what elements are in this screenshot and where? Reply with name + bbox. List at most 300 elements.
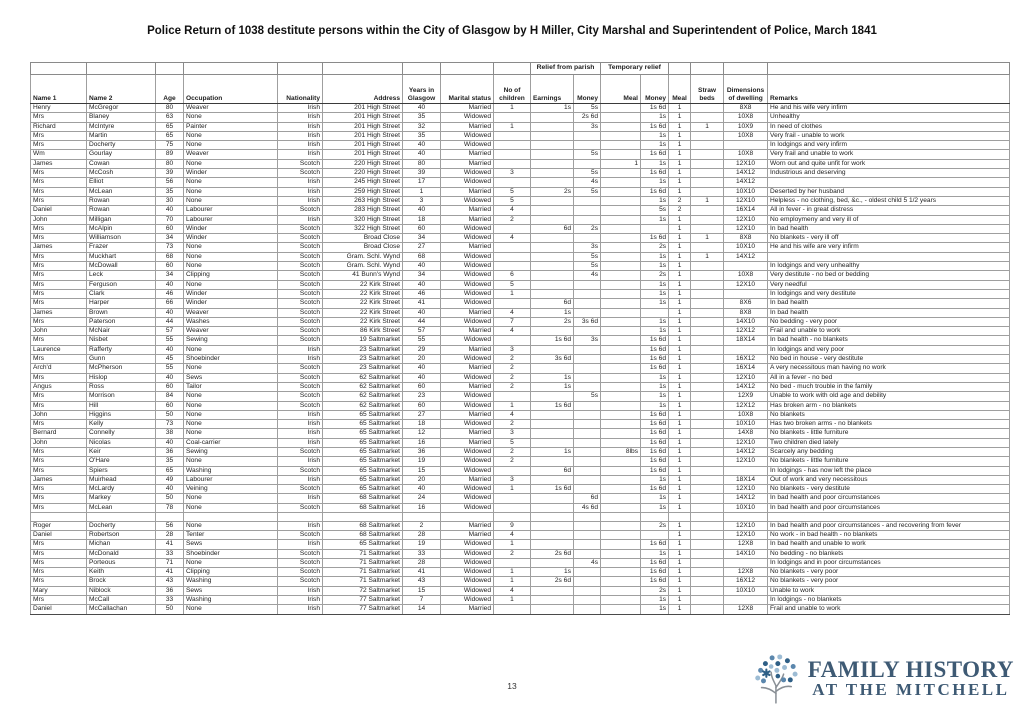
cell-earnings xyxy=(531,131,574,140)
cell-name2: O'Hare xyxy=(87,457,156,466)
cell-name2: Leck xyxy=(87,271,156,280)
cell-marital-status: Widowed xyxy=(441,447,494,456)
cell-money-temporary: 1s xyxy=(641,401,669,410)
cell-money-parish xyxy=(574,355,601,364)
cell-money-parish: 2s xyxy=(574,224,601,233)
cell-name2: Gourlay xyxy=(87,150,156,159)
cell-nationality: Scotch xyxy=(278,159,323,168)
cell-age: 60 xyxy=(156,262,184,271)
table-row xyxy=(31,196,1010,205)
cell-nationality: Irish xyxy=(278,586,323,595)
cell-name1: Mrs xyxy=(31,596,87,605)
cell-marital-status: Married xyxy=(441,345,494,354)
col-header-money-parish: Money xyxy=(574,75,601,104)
cell-name2: Elliot xyxy=(87,178,156,187)
cell-name1: Mrs xyxy=(31,401,87,410)
cell-nationality: Irish xyxy=(278,429,323,438)
group-header-spacer xyxy=(278,63,323,75)
cell-name1: John xyxy=(31,438,87,447)
cell-money-parish xyxy=(574,234,601,243)
cell-money-temporary: 1s xyxy=(641,280,669,289)
cell-earnings: 1s xyxy=(531,382,574,391)
cell-dimensions-of-dwelling: 10X8 xyxy=(724,410,768,419)
table-row xyxy=(31,122,1010,131)
cell-name2: Martin xyxy=(87,131,156,140)
cell-marital-status: Widowed xyxy=(441,596,494,605)
cell-age: 40 xyxy=(156,485,184,494)
cell-address: 201 High Street xyxy=(323,113,403,122)
cell-straw-beds xyxy=(691,466,724,475)
cell-years-in-glasgow: 20 xyxy=(403,355,441,364)
cell-occupation: Washing xyxy=(184,466,278,475)
destitute-persons-table xyxy=(30,62,1010,615)
cell-meal-temporary: 8lbs xyxy=(601,447,641,456)
cell-dimensions-of-dwelling: 10X10 xyxy=(724,420,768,429)
table-row xyxy=(31,252,1010,261)
cell-meal-temporary xyxy=(601,234,641,243)
cell-money-parish: 5s xyxy=(574,187,601,196)
cell-nationality: Irish xyxy=(278,521,323,530)
cell-remarks: No blankets - very poor xyxy=(768,577,1010,586)
cell-age: 36 xyxy=(156,447,184,456)
cell-remarks: No blankets - very poor xyxy=(768,568,1010,577)
table-row xyxy=(31,234,1010,243)
cell-address: 65 Saltmarket xyxy=(323,475,403,484)
table-row xyxy=(31,401,1010,410)
cell-remarks: Unable to work xyxy=(768,586,1010,595)
cell-address: 23 Saltmarket xyxy=(323,345,403,354)
cell-earnings xyxy=(531,234,574,243)
cell-meal-temporary xyxy=(601,410,641,419)
table-row xyxy=(31,178,1010,187)
cell-age: 40 xyxy=(156,308,184,317)
cell-straw-beds xyxy=(691,596,724,605)
cell-name1: Arch'd xyxy=(31,364,87,373)
cell-address: 23 Saltmarket xyxy=(323,364,403,373)
cell-money-temporary: 1s xyxy=(641,549,669,558)
cell-years-in-glasgow: 14 xyxy=(403,605,441,614)
col-header-occupation: Occupation xyxy=(184,75,278,104)
cell-earnings: 2s xyxy=(531,187,574,196)
cell-remarks: In bad health xyxy=(768,308,1010,317)
cell-marital-status: Married xyxy=(441,308,494,317)
cell-dimensions-of-dwelling: 12X12 xyxy=(724,401,768,410)
cell-nationality: Scotch xyxy=(278,299,323,308)
cell-money-temporary: 1s 6d xyxy=(641,410,669,419)
cell-address: 245 High Street xyxy=(323,178,403,187)
cell-money-parish xyxy=(574,280,601,289)
cell-straw-beds xyxy=(691,521,724,530)
cell-remarks: Very needful xyxy=(768,280,1010,289)
cell-years-in-glasgow: 15 xyxy=(403,466,441,475)
cell-marital-status: Widowed xyxy=(441,141,494,150)
cell-earnings xyxy=(531,513,574,522)
cell-remarks: Two children died lately xyxy=(768,438,1010,447)
cell-earnings: 1s 6d xyxy=(531,401,574,410)
cell-name2: Markey xyxy=(87,494,156,503)
cell-marital-status: Married xyxy=(441,206,494,215)
cell-marital-status: Widowed xyxy=(441,299,494,308)
cell-money-parish xyxy=(574,196,601,205)
cell-earnings: 3s 6d xyxy=(531,355,574,364)
cell-meal-temporary xyxy=(601,596,641,605)
cell-meal-temporary xyxy=(601,577,641,586)
cell-name1: Mrs xyxy=(31,262,87,271)
cell-marital-status: Married xyxy=(441,429,494,438)
cell-no-of-children: 2 xyxy=(494,457,531,466)
cell-name2: Hislop xyxy=(87,373,156,382)
cell-dimensions-of-dwelling: 12X8 xyxy=(724,540,768,549)
table-row xyxy=(31,159,1010,168)
group-header-spacer xyxy=(441,63,494,75)
cell-occupation: Winder xyxy=(184,289,278,298)
cell-occupation: Weaver xyxy=(184,308,278,317)
cell-nationality: Irish xyxy=(278,494,323,503)
cell-address: 62 Saltmarket xyxy=(323,401,403,410)
cell-name1: John xyxy=(31,215,87,224)
col-header-dimensions-of-dwelling: Dimensions of dwelling xyxy=(724,75,768,104)
cell-money-temporary: 1s 6d xyxy=(641,150,669,159)
cell-money-temporary: 1s xyxy=(641,178,669,187)
group-header-relief-from-parish: Relief from parish xyxy=(531,63,601,75)
cell-earnings xyxy=(531,438,574,447)
cell-straw-beds xyxy=(691,206,724,215)
cell-nationality: Irish xyxy=(278,113,323,122)
cell-straw-beds xyxy=(691,577,724,586)
cell-years-in-glasgow: 40 xyxy=(403,373,441,382)
cell-nationality: Scotch xyxy=(278,530,323,539)
cell-years-in-glasgow: 39 xyxy=(403,169,441,178)
table-row xyxy=(31,262,1010,271)
table-row xyxy=(31,466,1010,475)
cell-marital-status: Married xyxy=(441,187,494,196)
cell-occupation: None xyxy=(184,280,278,289)
cell-remarks: All in a fever - no bed xyxy=(768,373,1010,382)
cell-straw-beds xyxy=(691,392,724,401)
table-row xyxy=(31,280,1010,289)
cell-years-in-glasgow: 28 xyxy=(403,558,441,567)
cell-remarks: In bad health xyxy=(768,224,1010,233)
table-row xyxy=(31,475,1010,484)
cell-earnings xyxy=(531,206,574,215)
cell-earnings: 2s 6d xyxy=(531,577,574,586)
cell-nationality: Irish xyxy=(278,131,323,140)
cell-age: 60 xyxy=(156,224,184,233)
cell-earnings xyxy=(531,494,574,503)
cell-meal-temporary xyxy=(601,521,641,530)
cell-marital-status: Widowed xyxy=(441,401,494,410)
cell-name2: Michan xyxy=(87,540,156,549)
cell-meal-temporary xyxy=(601,558,641,567)
cell-name2: Ross xyxy=(87,382,156,391)
cell-remarks: Helpless - no clothing, bed, &c., - oldest child 5 1/2 years xyxy=(768,196,1010,205)
cell-earnings: 2s 6d xyxy=(531,549,574,558)
cell-meal-temporary xyxy=(601,513,641,522)
cell-straw-beds xyxy=(691,243,724,252)
cell-age: 39 xyxy=(156,169,184,178)
cell-earnings xyxy=(531,345,574,354)
cell-address: 65 Saltmarket xyxy=(323,540,403,549)
cell-age: 73 xyxy=(156,243,184,252)
cell-dimensions-of-dwelling: 12X10 xyxy=(724,196,768,205)
cell-money-temporary: 1s xyxy=(641,196,669,205)
cell-occupation: Labourer xyxy=(184,215,278,224)
cell-address: 65 Saltmarket xyxy=(323,420,403,429)
cell-marital-status: Married xyxy=(441,104,494,113)
cell-meal-temporary xyxy=(601,530,641,539)
cell-straw-beds xyxy=(691,289,724,298)
cell-name2: McLardy xyxy=(87,485,156,494)
table-row xyxy=(31,345,1010,354)
group-header-temporary-relief: Temporary relief xyxy=(601,63,669,75)
cell-nationality: Irish xyxy=(278,355,323,364)
cell-name1: Bernard xyxy=(31,429,87,438)
cell-marital-status: Married xyxy=(441,215,494,224)
cell-age: 35 xyxy=(156,187,184,196)
cell-meal-temporary xyxy=(601,169,641,178)
cell-remarks: No blankets - very destitute xyxy=(768,485,1010,494)
cell-years-in-glasgow: 46 xyxy=(403,289,441,298)
cell-no-of-children xyxy=(494,503,531,512)
cell-years-in-glasgow: 3 xyxy=(403,196,441,205)
cell-no-of-children: 4 xyxy=(494,410,531,419)
cell-money-temporary: 2s xyxy=(641,271,669,280)
cell-straw-beds xyxy=(691,141,724,150)
cell-money-temporary: 1s 6d xyxy=(641,234,669,243)
cell-nationality: Irish xyxy=(278,187,323,196)
cell-dimensions-of-dwelling xyxy=(724,558,768,567)
cell-straw-beds xyxy=(691,549,724,558)
cell-name2: Nicolas xyxy=(87,438,156,447)
cell-meal: 1 xyxy=(669,382,691,391)
cell-dimensions-of-dwelling: 18X14 xyxy=(724,336,768,345)
cell-name1: Mrs xyxy=(31,494,87,503)
cell-dimensions-of-dwelling: 10X8 xyxy=(724,271,768,280)
cell-marital-status: Widowed xyxy=(441,178,494,187)
cell-name2: Keith xyxy=(87,568,156,577)
cell-nationality: Scotch xyxy=(278,373,323,382)
cell-earnings xyxy=(531,429,574,438)
cell-straw-beds xyxy=(691,438,724,447)
cell-money-temporary: 5s xyxy=(641,206,669,215)
cell-money-temporary: 1s 6d xyxy=(641,345,669,354)
cell-name2: McCallachan xyxy=(87,605,156,614)
cell-address: 71 Saltmarket xyxy=(323,568,403,577)
cell-earnings: 2s xyxy=(531,317,574,326)
cell-earnings xyxy=(531,475,574,484)
group-header-spacer xyxy=(494,63,531,75)
cell-straw-beds xyxy=(691,410,724,419)
cell-meal: 1 xyxy=(669,122,691,131)
group-header-spacer xyxy=(156,63,184,75)
cell-money-parish xyxy=(574,438,601,447)
cell-no-of-children: 1 xyxy=(494,596,531,605)
cell-money-temporary: 1s 6d xyxy=(641,122,669,131)
cell-dimensions-of-dwelling xyxy=(724,466,768,475)
cell-name2: Milligan xyxy=(87,215,156,224)
cell-name1: Mrs xyxy=(31,187,87,196)
cell-name1: Mrs xyxy=(31,271,87,280)
cell-name1: James xyxy=(31,243,87,252)
cell-dimensions-of-dwelling: 18X14 xyxy=(724,475,768,484)
cell-no-of-children: 4 xyxy=(494,234,531,243)
cell-meal-temporary xyxy=(601,252,641,261)
cell-no-of-children xyxy=(494,494,531,503)
cell-age: 56 xyxy=(156,521,184,530)
cell-money-parish: 4s xyxy=(574,178,601,187)
cell-years-in-glasgow: 80 xyxy=(403,159,441,168)
group-header-spacer xyxy=(724,63,768,75)
cell-no-of-children: 2 xyxy=(494,355,531,364)
cell-meal: 1 xyxy=(669,392,691,401)
cell-meal-temporary xyxy=(601,206,641,215)
cell-earnings xyxy=(531,586,574,595)
cell-remarks: No bedding - very poor xyxy=(768,317,1010,326)
cell-meal-temporary xyxy=(601,373,641,382)
cell-money-parish xyxy=(574,540,601,549)
cell-occupation: None xyxy=(184,243,278,252)
cell-dimensions-of-dwelling: 14X10 xyxy=(724,317,768,326)
cell-remarks: Unable to work with old age and debility xyxy=(768,392,1010,401)
cell-address: 62 Saltmarket xyxy=(323,392,403,401)
cell-years-in-glasgow: 2 xyxy=(403,521,441,530)
cell-meal: 1 xyxy=(669,224,691,233)
cell-name2: Niblock xyxy=(87,586,156,595)
cell-meal: 1 xyxy=(669,327,691,336)
table-header xyxy=(31,63,1010,104)
cell-address: 68 Saltmarket xyxy=(323,494,403,503)
cell-address xyxy=(323,513,403,522)
col-header-straw-beds: Straw beds xyxy=(691,75,724,104)
cell-meal: 1 xyxy=(669,187,691,196)
cell-occupation: Winder xyxy=(184,169,278,178)
cell-straw-beds xyxy=(691,150,724,159)
cell-address: 22 Kirk Street xyxy=(323,299,403,308)
cell-no-of-children xyxy=(494,466,531,475)
cell-no-of-children: 1 xyxy=(494,289,531,298)
cell-remarks: In bad health and poor circumstances - and recovering from fever xyxy=(768,521,1010,530)
cell-money-temporary: 1s 6d xyxy=(641,540,669,549)
cell-remarks: No blankets - little furniture xyxy=(768,457,1010,466)
cell-years-in-glasgow: 18 xyxy=(403,215,441,224)
cell-occupation: Sews xyxy=(184,373,278,382)
cell-occupation: Weaver xyxy=(184,150,278,159)
cell-address: 23 Saltmarket xyxy=(323,355,403,364)
cell-straw-beds: 1 xyxy=(691,122,724,131)
cell-marital-status: Widowed xyxy=(441,234,494,243)
cell-name2: McGregor xyxy=(87,104,156,113)
cell-straw-beds xyxy=(691,355,724,364)
cell-marital-status: Widowed xyxy=(441,558,494,567)
cell-name2: Morrison xyxy=(87,392,156,401)
cell-money-parish: 5s xyxy=(574,252,601,261)
cell-age: 49 xyxy=(156,475,184,484)
cell-remarks: He and his wife are very infirm xyxy=(768,243,1010,252)
cell-marital-status: Widowed xyxy=(441,485,494,494)
cell-marital-status: Widowed xyxy=(441,262,494,271)
cell-years-in-glasgow: 60 xyxy=(403,382,441,391)
cell-straw-beds xyxy=(691,503,724,512)
cell-straw-beds xyxy=(691,382,724,391)
cell-nationality: Irish xyxy=(278,540,323,549)
cell-address: 71 Saltmarket xyxy=(323,577,403,586)
cell-marital-status: Married xyxy=(441,243,494,252)
destitute-persons-table-wrap xyxy=(30,62,1009,615)
cell-earnings xyxy=(531,596,574,605)
cell-meal: 1 xyxy=(669,521,691,530)
cell-remarks: Scarcely any bedding xyxy=(768,447,1010,456)
cell-age: 71 xyxy=(156,558,184,567)
group-header-spacer xyxy=(768,63,1010,75)
cell-meal: 1 xyxy=(669,280,691,289)
cell-dimensions-of-dwelling xyxy=(724,596,768,605)
table-row xyxy=(31,586,1010,595)
cell-age: 75 xyxy=(156,141,184,150)
cell-meal: 1 xyxy=(669,586,691,595)
cell-meal-temporary xyxy=(601,317,641,326)
table-row xyxy=(31,317,1010,326)
cell-nationality: Scotch xyxy=(278,308,323,317)
cell-name2: Williamson xyxy=(87,234,156,243)
cell-name1: Daniel xyxy=(31,530,87,539)
cell-name2: Paterson xyxy=(87,317,156,326)
cell-meal-temporary xyxy=(601,586,641,595)
cell-years-in-glasgow: 60 xyxy=(403,224,441,233)
cell-name2: Higgins xyxy=(87,410,156,419)
cell-age: 28 xyxy=(156,530,184,539)
cell-money-parish: 4s xyxy=(574,271,601,280)
cell-years-in-glasgow: 20 xyxy=(403,475,441,484)
table-row xyxy=(31,392,1010,401)
cell-remarks: No bed in house - very destitute xyxy=(768,355,1010,364)
cell-money-parish: 4s 6d xyxy=(574,503,601,512)
cell-name2: Kelly xyxy=(87,420,156,429)
cell-meal-temporary xyxy=(601,401,641,410)
cell-no-of-children: 1 xyxy=(494,577,531,586)
cell-remarks: Worn out and quite unfit for work xyxy=(768,159,1010,168)
cell-earnings: 1s 6d xyxy=(531,336,574,345)
cell-meal: 1 xyxy=(669,577,691,586)
cell-earnings: 1s xyxy=(531,308,574,317)
cell-name2: Docherty xyxy=(87,141,156,150)
cell-marital-status: Widowed xyxy=(441,317,494,326)
cell-meal: 1 xyxy=(669,420,691,429)
cell-money-parish: 3s xyxy=(574,122,601,131)
cell-money-temporary: 1s xyxy=(641,159,669,168)
cell-meal: 1 xyxy=(669,178,691,187)
cell-money-temporary: 1s 6d xyxy=(641,447,669,456)
cell-name1: Henry xyxy=(31,104,87,113)
cell-nationality: Scotch xyxy=(278,577,323,586)
cell-age: 55 xyxy=(156,364,184,373)
col-header-earnings: Earnings xyxy=(531,75,574,104)
cell-meal-temporary xyxy=(601,420,641,429)
cell-meal: 1 xyxy=(669,485,691,494)
table-row xyxy=(31,429,1010,438)
cell-marital-status: Widowed xyxy=(441,568,494,577)
cell-money-temporary: 1s 6d xyxy=(641,336,669,345)
table-row xyxy=(31,558,1010,567)
cell-marital-status: Widowed xyxy=(441,392,494,401)
cell-years-in-glasgow: 40 xyxy=(403,141,441,150)
cell-marital-status: Married xyxy=(441,150,494,159)
cell-remarks: A very necessitous man having no work xyxy=(768,364,1010,373)
cell-straw-beds xyxy=(691,475,724,484)
cell-money-temporary xyxy=(641,224,669,233)
cell-dimensions-of-dwelling xyxy=(724,262,768,271)
cell-name1: Mrs xyxy=(31,466,87,475)
cell-name1: James xyxy=(31,159,87,168)
